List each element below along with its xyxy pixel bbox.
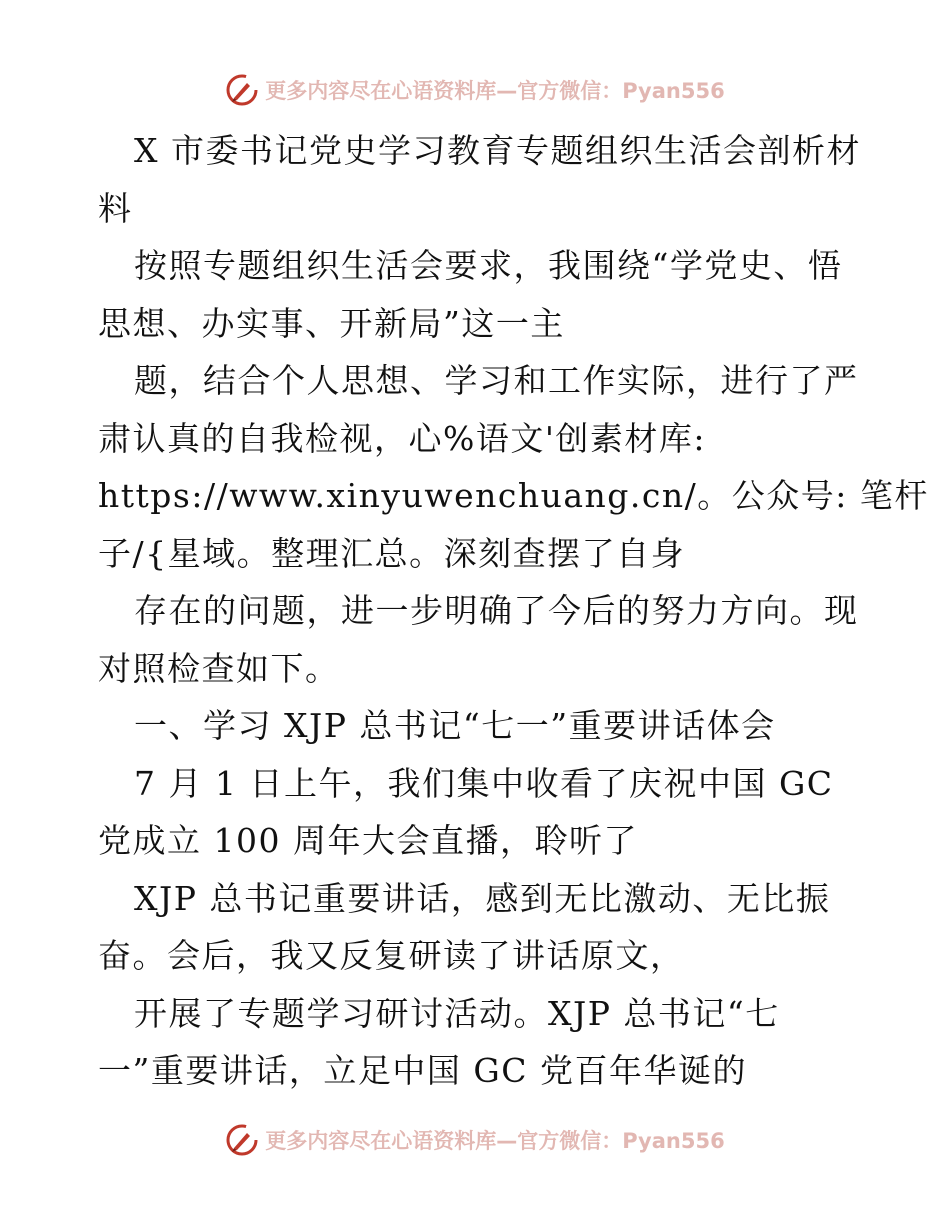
pen-circle-logo-icon (225, 1123, 259, 1157)
text-line: 子/{星域。整理汇总。深刻查摆了自身 (98, 533, 686, 573)
text-line: 存在的问题，进一步明确了今后的努力方向。现 (134, 591, 859, 630)
document-body (98, 122, 929, 1100)
text-line: 7 月 1 日上午，我们集中收看了庆祝中国 GC (134, 763, 834, 803)
text-line: 一、学习 XJP 总书记“七一”重要讲话体会 (134, 706, 776, 745)
text-line: 对照检查如下。 (98, 648, 340, 688)
text-line: 奋。会后，我又反复研读了讲话原文， (98, 936, 685, 975)
text-line: 题，结合个人思想、学习和工作实际，进行了严 (134, 361, 859, 400)
header-watermark (0, 70, 950, 110)
pen-circle-logo-icon (225, 73, 259, 107)
watermark-text: 更多内容尽在心语资料库—官方微信：Pyan556 (265, 1129, 725, 1153)
text-line: 开展了专题学习研讨活动。XJP 总书记“七 (134, 993, 780, 1033)
text-line: XJP 总书记重要讲话，感到无比激动、无比振 (134, 878, 831, 918)
text-line: 按照专题组织生活会要求，我围绕“学党史、悟 (134, 246, 843, 285)
footer-watermark (0, 1120, 950, 1160)
text-line: 料 (98, 188, 133, 228)
text-line: X 市委书记党史学习教育专题组织生活会剖析材 (134, 131, 861, 170)
text-line: 思想、办实事、开新局”这一主 (98, 303, 565, 343)
text-line: https://www.xinyuwenchuang.cn/。公众号: 笔杆 (98, 476, 929, 515)
watermark-text: 更多内容尽在心语资料库—官方微信：Pyan556 (265, 79, 725, 103)
text-line: 一”重要讲话，立足中国 GC 党百年华诞的 (98, 1051, 747, 1090)
text-line: 肃认真的自我检视，心%语文'创素材库: (98, 418, 707, 458)
text-line: 党成立 100 周年大会直播，聆听了 (98, 821, 638, 860)
